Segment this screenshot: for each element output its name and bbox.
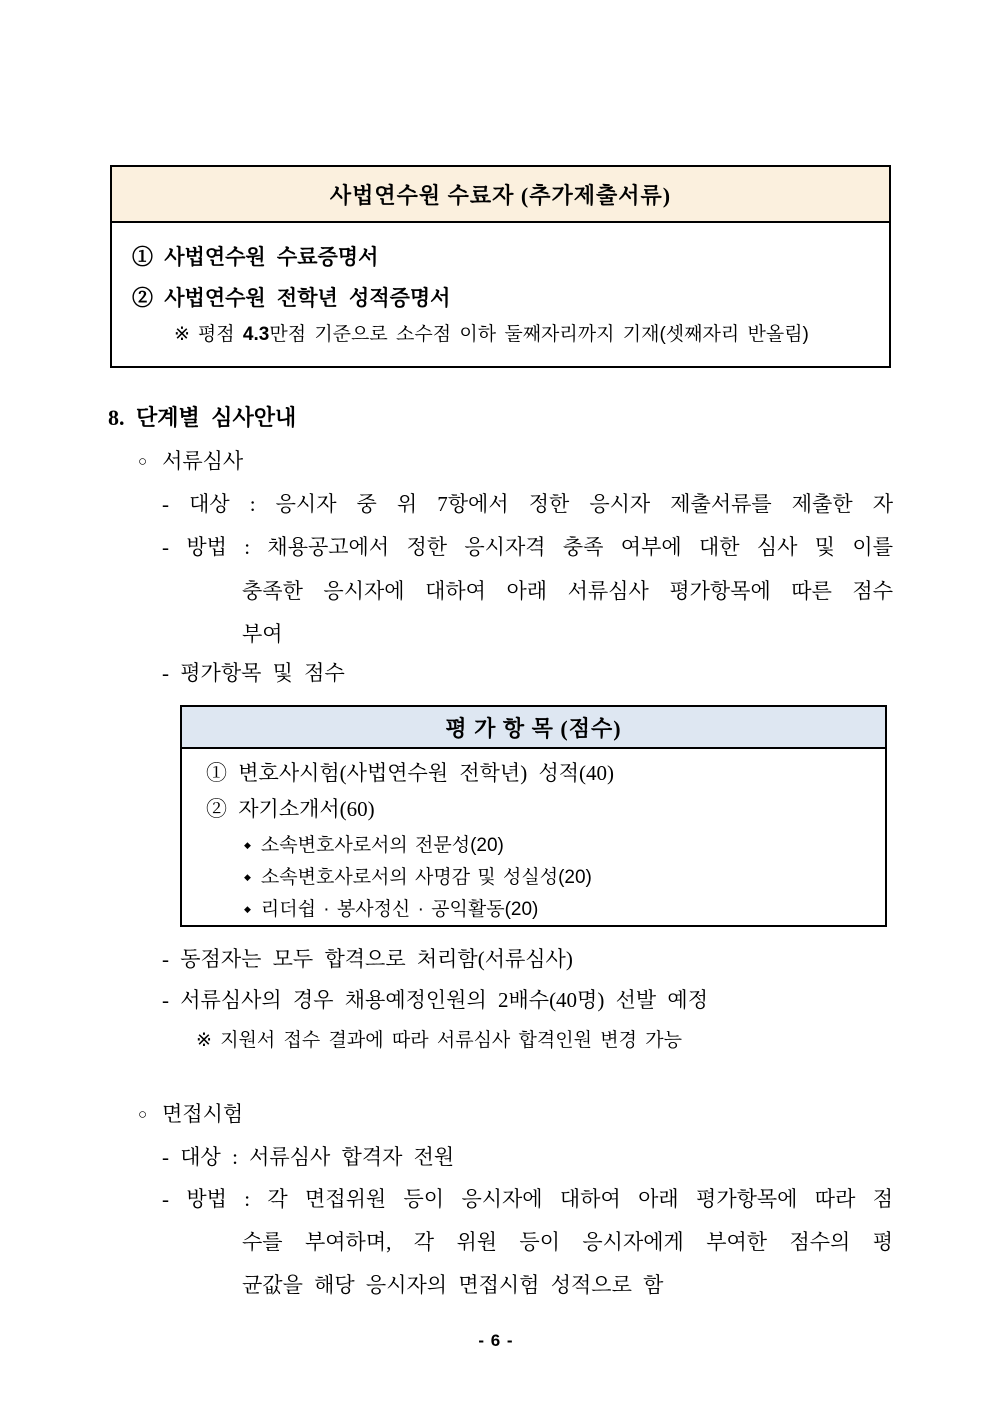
review-tie-line: - 동점자는 모두 합격으로 처리함(서류심사) — [162, 947, 573, 971]
evaluation-criteria-table-header — [182, 707, 885, 749]
evaluation-item-1: ① 변호사시험(사법연수원 전학년) 성적(40) — [206, 761, 615, 785]
page-number: - 6 - — [478, 1331, 514, 1350]
completion-doc-note — [174, 319, 809, 346]
evaluation-sub-item — [244, 862, 592, 889]
review-method-line-2: 충족한 응시자에 대하여 아래 서류심사 평가항목에 따른 점수 — [242, 579, 893, 603]
diamond-bullet-icon: ◆ — [244, 840, 251, 850]
interview-method-line-1: - 방법 : 각 면접위원 등이 응시자에 대하여 아래 평가항목에 따라 점 — [162, 1187, 893, 1211]
section-heading: 8. 단계별 심사안내 — [108, 405, 297, 430]
evaluation-sub-item-text: 리더쉽 · 봉사정신 · 공익활동(20) — [260, 899, 539, 920]
interview-method-line-3: 균값을 해당 응시자의 면접시험 성적으로 함 — [242, 1273, 664, 1297]
review-criteria-line: - 평가항목 및 점수 — [162, 661, 345, 685]
review-note-line: ※ 지원서 접수 결과에 따라 서류심사 합격인원 변경 가능 — [196, 1030, 682, 1051]
completion-doc-item-1: ① 사법연수원 수료증명서 — [132, 245, 379, 269]
note-grade-value: 4.3 — [242, 324, 270, 345]
evaluation-sub-item — [244, 830, 504, 857]
subsection-title: 서류심사 — [162, 449, 244, 473]
diamond-bullet-icon: ◆ — [244, 904, 251, 914]
interview-target-line: - 대상 : 서류심사 합격자 전원 — [162, 1145, 455, 1169]
note-text-pre: 평점 — [197, 324, 243, 345]
subsection-title: 면접시험 — [162, 1102, 244, 1126]
note-text-post: 만점 기준으로 소수점 이하 둘째자리까지 기재(셋째자리 반올림) — [269, 324, 809, 345]
completion-docs-table-header — [112, 167, 889, 223]
review-selection-line: - 서류심사의 경우 채용예정인원의 2배수(40명) 선발 예정 — [162, 988, 708, 1012]
evaluation-item-2: ② 자기소개서(60) — [206, 797, 375, 821]
review-method-line-1: - 방법 : 채용공고에서 정한 응시자격 충족 여부에 대한 심사 및 이를 — [162, 535, 893, 559]
diamond-bullet-icon: ◆ — [244, 872, 251, 882]
completion-doc-item-2: ② 사법연수원 전학년 성적증명서 — [132, 286, 451, 310]
evaluation-sub-item — [244, 894, 538, 921]
reference-mark-icon: ※ — [174, 324, 190, 345]
subsection-interview — [138, 1099, 243, 1130]
review-target-line: - 대상 : 응시자 중 위 7항에서 정한 응시자 제출서류를 제출한 자 — [162, 492, 893, 516]
circle-bullet-icon: ○ — [138, 454, 148, 470]
subsection-document-review — [138, 446, 243, 477]
review-method-line-3: 부여 — [242, 622, 283, 646]
completion-docs-table-title: 사법연수원 수료자 (추가제출서류) — [329, 182, 672, 208]
interview-method-line-2: 수를 부여하며, 각 위원 등이 응시자에게 부여한 점수의 평 — [242, 1230, 893, 1254]
circle-bullet-icon: ○ — [138, 1107, 148, 1123]
evaluation-sub-item-text: 소속변호사로서의 전문성(20) — [260, 835, 504, 856]
evaluation-criteria-table — [180, 705, 887, 927]
completion-docs-table — [110, 165, 891, 368]
evaluation-criteria-table-title: 평 가 항 목 (점수) — [445, 715, 622, 741]
evaluation-sub-item-text: 소속변호사로서의 사명감 및 성실성(20) — [260, 867, 592, 888]
